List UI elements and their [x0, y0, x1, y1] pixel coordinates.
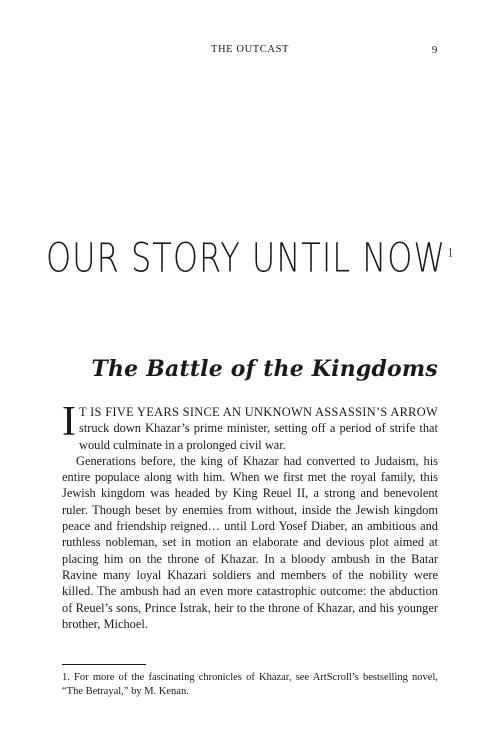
opening-caps: T IS FIVE YEARS SINCE AN UNKNOWN ASSASSIN’S ARROW	[79, 405, 438, 419]
section-title: The Battle of the Kingdoms	[91, 356, 438, 382]
running-head-title: THE OUTCAST	[210, 44, 290, 55]
paragraph-2: Generations before, the king of Khazar had converted to Judaism, his entire populace along with him. When we first met the royal family, this Jewish kingdom was headed by King Reuel II, a strong and benevolent ruler. Though beset by enemies from without, inside the Jewish kingdom peace and friendship reigned… until Lord Yosef Diaber, an ambitious and ruthless nobleman, set in motion an elaborate and devious plot aimed at placing him on the throne of Khazar. In a bloody ambush in the Batar Ravine many loyal Khazari soldiers and members of the nobility were killed. The ambush had an even more catastrophic outcome: the abduction of Reuel’s sons, Prince Istrak, heir to the throne of Khazar, and his younger brother, Michoel.	[62, 453, 438, 631]
footnote: 1. For more of the fascinating chronicles of Khazar, see ArtScroll’s bestselling novel, “The Betrayal,” by M. Kenan.	[62, 672, 438, 697]
paragraph-1	[62, 399, 438, 453]
chapter-title	[40, 234, 460, 282]
body-text	[62, 399, 438, 632]
paragraph-1-text: struck down Khazar’s prime minister, setting off a period of strife that would culminate in a prolonged civil war.	[79, 421, 438, 452]
page-number: 9	[431, 44, 438, 56]
running-head	[62, 44, 438, 60]
footnote-divider	[62, 664, 146, 665]
drop-cap: I	[62, 399, 76, 445]
chapter-title-text: OUR STORY UNTIL NOW	[45, 234, 447, 282]
footnote-marker: 1	[448, 246, 455, 261]
